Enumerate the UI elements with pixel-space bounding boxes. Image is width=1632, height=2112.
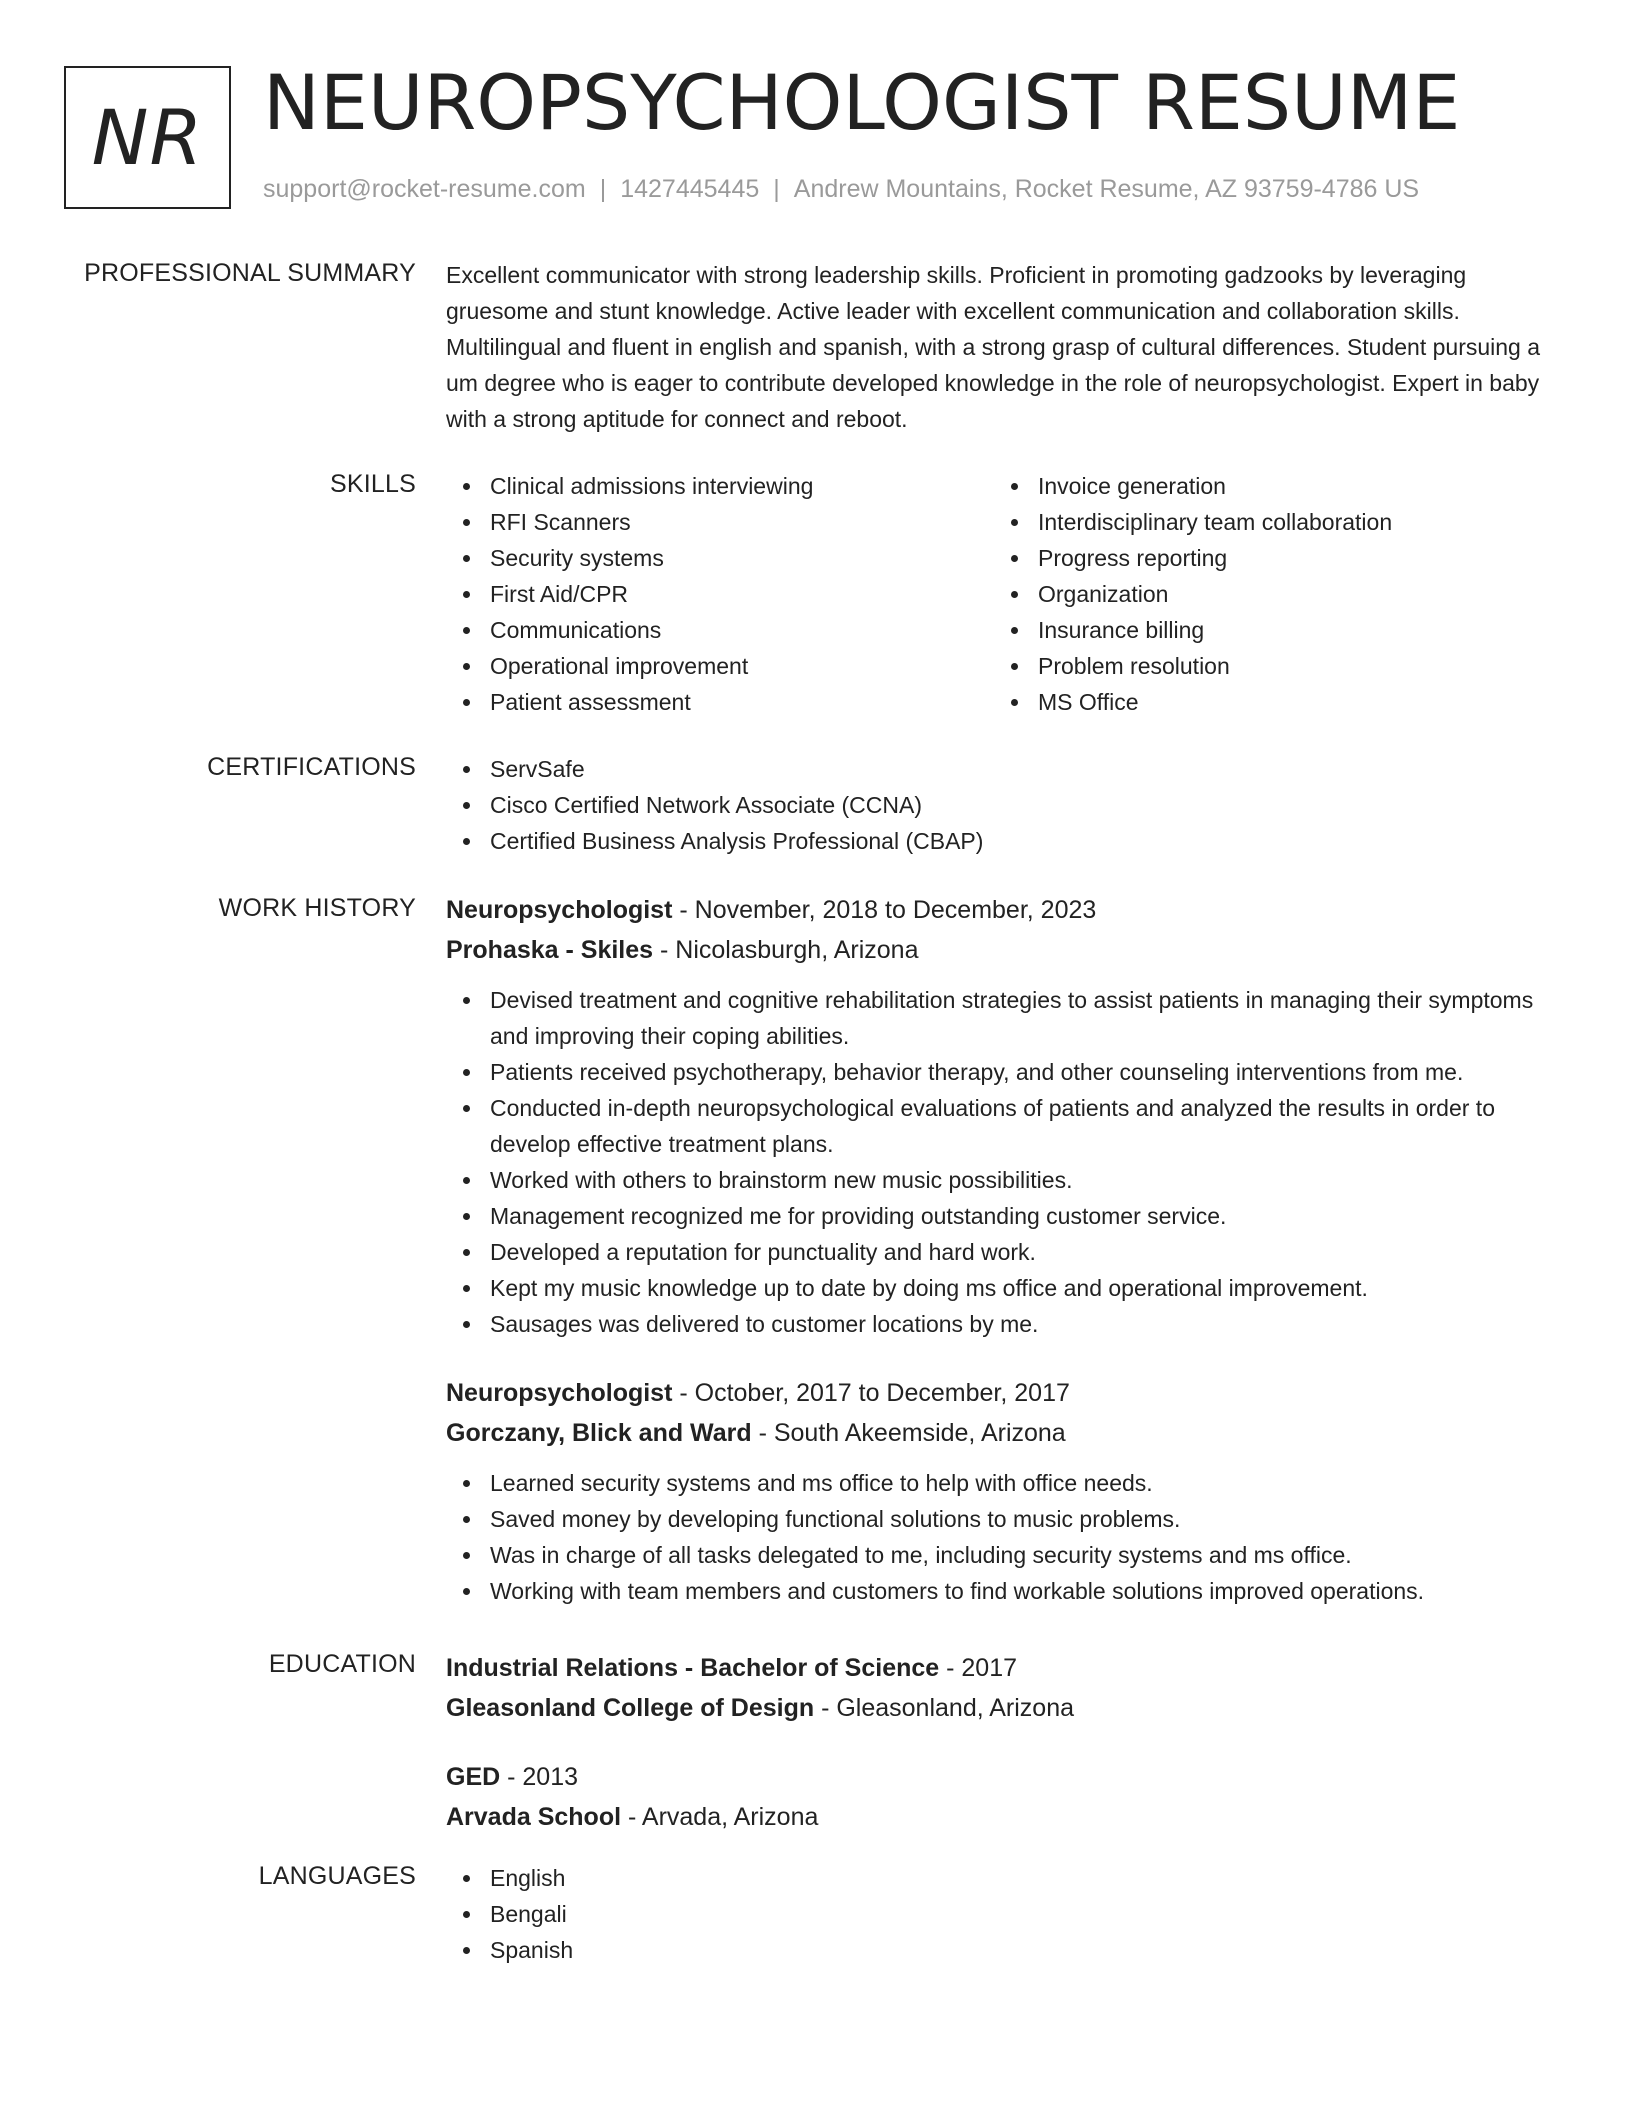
job-company: Prohaska - Skiles bbox=[446, 936, 654, 964]
list-item: Worked with others to brainstorm new music possibilities. bbox=[446, 1162, 1566, 1198]
list-item: Operational improvement bbox=[446, 648, 994, 684]
education-school-line bbox=[446, 1688, 1566, 1728]
education-degree-line bbox=[446, 1648, 1566, 1688]
list-item: Conducted in-depth neuropsychological evaluations of patients and analyzed the results in order to develop effective treatment plans. bbox=[446, 1090, 1566, 1162]
job-title-line bbox=[446, 1373, 1566, 1413]
education-school: Arvada School bbox=[446, 1803, 622, 1831]
job-location: - Nicolasburgh, Arizona bbox=[653, 936, 919, 964]
certifications-heading: CERTIFICATIONS bbox=[207, 753, 416, 781]
list-item: Invoice generation bbox=[994, 468, 1542, 504]
job-entry bbox=[446, 890, 1566, 1342]
list-item: Organization bbox=[994, 576, 1542, 612]
certifications-list bbox=[446, 751, 1566, 859]
contact-address: Andrew Mountains, Rocket Resume, AZ 93759-4786 US bbox=[793, 175, 1420, 203]
education-degree-line bbox=[446, 1757, 1566, 1797]
list-item: Bengali bbox=[446, 1896, 1566, 1932]
contact-line bbox=[263, 175, 1419, 204]
education-school: Gleasonland College of Design bbox=[446, 1694, 815, 1722]
list-item: Saved money by developing functional solutions to music problems. bbox=[446, 1501, 1566, 1537]
monogram-box bbox=[64, 66, 231, 209]
education-year: - 2017 bbox=[939, 1654, 1018, 1682]
list-item: Patient assessment bbox=[446, 684, 994, 720]
list-item: ServSafe bbox=[446, 751, 1566, 787]
education-location: - Arvada, Arizona bbox=[621, 1803, 819, 1831]
list-item: Developed a reputation for punctuality and hard work. bbox=[446, 1234, 1566, 1270]
list-item: Interdisciplinary team collaboration bbox=[994, 504, 1542, 540]
contact-email: support@rocket-resume.com bbox=[263, 175, 586, 203]
job-bullets bbox=[446, 1465, 1566, 1609]
list-item: Devised treatment and cognitive rehabilitation strategies to assist patients in managing their symptoms and improving their coping abilities. bbox=[446, 982, 1566, 1054]
education-year: - 2013 bbox=[500, 1763, 579, 1791]
job-location: - South Akeemside, Arizona bbox=[751, 1419, 1066, 1447]
list-item: Problem resolution bbox=[994, 648, 1542, 684]
education-entry bbox=[446, 1757, 1566, 1837]
job-dates: - November, 2018 to December, 2023 bbox=[672, 896, 1097, 924]
job-title: Neuropsychologist bbox=[446, 896, 673, 924]
languages-list bbox=[446, 1860, 1566, 1968]
job-title-line bbox=[446, 890, 1566, 930]
job-company: Gorczany, Blick and Ward bbox=[446, 1419, 752, 1447]
list-item: Insurance billing bbox=[994, 612, 1542, 648]
summary-text: Excellent communicator with strong leadership skills. Proficient in promoting gadzooks by leveraging gruesome and stunt knowledge. Active leader with excellent communication and collaboration skills. Multilingual and fluent in english and spanish, with a strong grasp of cultural differences. Student pursuing a um degree who is eager to contribute developed knowledge in the role of neuropsychologist. Expert in baby with a strong aptitude for connect and reboot. bbox=[446, 262, 1541, 432]
contact-separator: | bbox=[773, 175, 780, 203]
skills-heading: SKILLS bbox=[330, 470, 416, 498]
education-entry bbox=[446, 1648, 1566, 1728]
monogram-initials: NR bbox=[91, 93, 204, 182]
job-entry bbox=[446, 1373, 1566, 1609]
skills-list-right bbox=[994, 468, 1542, 720]
skills-columns bbox=[446, 468, 1566, 720]
job-company-line bbox=[446, 1413, 1566, 1453]
work-history-heading: WORK HISTORY bbox=[218, 894, 416, 922]
list-item: Working with team members and customers to find workable solutions improved operations. bbox=[446, 1573, 1566, 1609]
education-school-line bbox=[446, 1797, 1566, 1837]
languages-heading: LANGUAGES bbox=[258, 1862, 416, 1890]
job-bullets bbox=[446, 982, 1566, 1342]
summary-heading: PROFESSIONAL SUMMARY bbox=[84, 259, 416, 287]
list-item: Progress reporting bbox=[994, 540, 1542, 576]
list-item: Was in charge of all tasks delegated to me, including security systems and ms office. bbox=[446, 1537, 1566, 1573]
list-item: Clinical admissions interviewing bbox=[446, 468, 994, 504]
list-item: MS Office bbox=[994, 684, 1542, 720]
education-degree: GED bbox=[446, 1763, 501, 1791]
job-company-line bbox=[446, 930, 1566, 970]
list-item: First Aid/CPR bbox=[446, 576, 994, 612]
contact-separator: | bbox=[599, 175, 607, 203]
list-item: English bbox=[446, 1860, 1566, 1896]
list-item: Security systems bbox=[446, 540, 994, 576]
list-item: Cisco Certified Network Associate (CCNA) bbox=[446, 787, 1566, 823]
list-item: Management recognized me for providing outstanding customer service. bbox=[446, 1198, 1566, 1234]
list-item: Patients received psychotherapy, behavior therapy, and other counseling interventions from me. bbox=[446, 1054, 1566, 1090]
list-item: Kept my music knowledge up to date by doing ms office and operational improvement. bbox=[446, 1270, 1566, 1306]
list-item: RFI Scanners bbox=[446, 504, 994, 540]
job-dates: - October, 2017 to December, 2017 bbox=[672, 1379, 1070, 1407]
list-item: Sausages was delivered to customer locations by me. bbox=[446, 1306, 1566, 1342]
contact-phone: 1427445445 bbox=[620, 175, 760, 203]
page-title: NEUROPSYCHOLOGIST RESUME bbox=[263, 58, 1461, 147]
education-degree: Industrial Relations - Bachelor of Science bbox=[446, 1654, 940, 1682]
list-item: Certified Business Analysis Professional (CBAP) bbox=[446, 823, 1566, 859]
education-location: - Gleasonland, Arizona bbox=[814, 1694, 1075, 1722]
education-heading: EDUCATION bbox=[268, 1650, 416, 1678]
list-item: Learned security systems and ms office to help with office needs. bbox=[446, 1465, 1566, 1501]
skills-list-left bbox=[446, 468, 994, 720]
list-item: Communications bbox=[446, 612, 994, 648]
job-title: Neuropsychologist bbox=[446, 1379, 673, 1407]
list-item: Spanish bbox=[446, 1932, 1566, 1968]
